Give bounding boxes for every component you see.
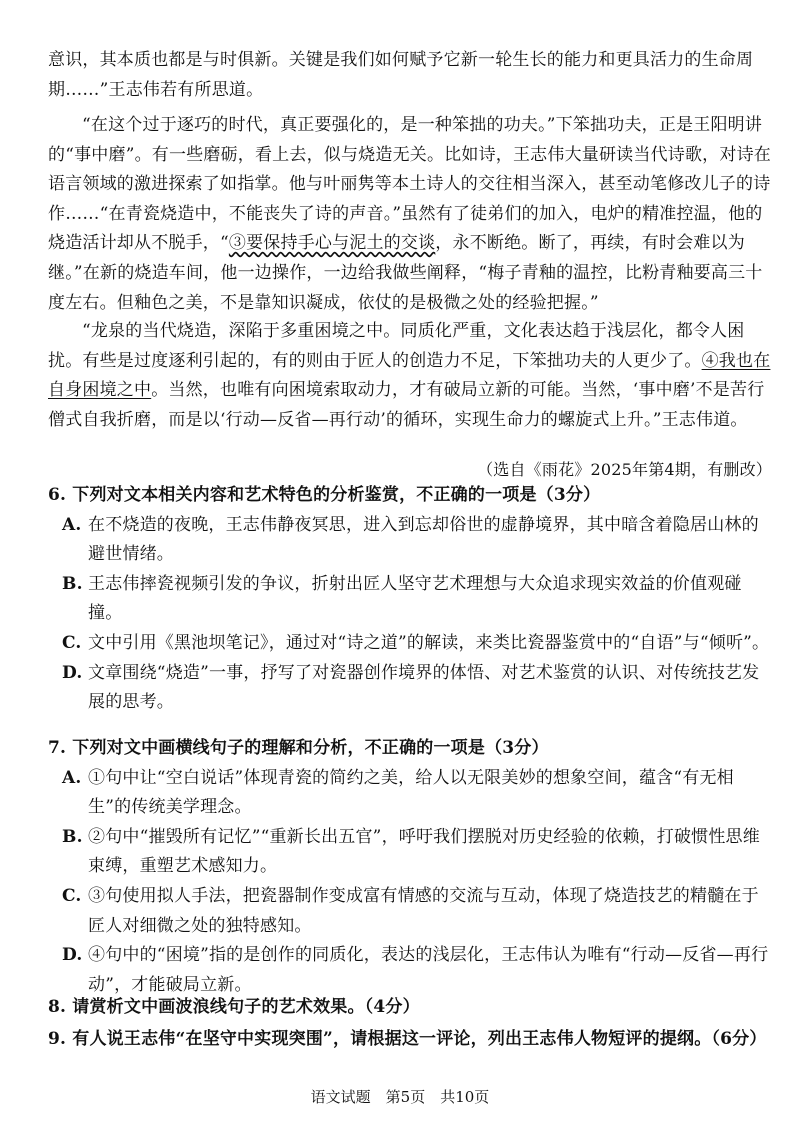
passage-paragraph-3: “龙泉的当代烧造，深陷于多重困境之中。同质化严重，文化表达趋于浅层化，都令人困扰。有些是过度逐利引起的，有的则由于匠人的创造力不足，下笨拙功夫的人更少了。④我也在自身困境之中。当然，也唯有向困境索取动力，才有破局立新的可能。当然，‘事中磨’不是苦行僧式自我折磨，而是以‘行动—反省—再行动’的循环，实现生命力的螺旋式上升。”王志伟道。 — [48, 321, 771, 430]
passage-source: （选自《雨花》2025年第4期，有删改） — [477, 460, 772, 479]
option-c: C. ③句使用拟人手法，把瓷器制作变成富有情感的交流与互动，体现了烧造技艺的精髓在于匠人对细微之处的独特感知。 — [62, 885, 759, 936]
underlined-sentence-4: ④我也在自身困境之中 — [48, 350, 771, 401]
question-8: 8. 请赏析文中画波浪线句子的艺术效果。（4分） — [48, 997, 420, 1017]
option-b: B. 王志伟摔瓷视频引发的争议，折射出匠人坚守艺术理想与大众追求现实效益的价值观碰撞。 — [62, 573, 742, 624]
option-b: B. ②句中“摧毁所有记忆”“重新长出五官”，呼吁我们摆脱对历史经验的依赖，打破惯性思维束缚，重塑艺术感知力。 — [62, 826, 760, 877]
question-7 — [48, 734, 772, 1000]
question-6 — [48, 481, 772, 718]
option-c: C. 文中引用《黑池坝笔记》，通过对“诗之道”的解读，来类比瓷器鉴赏中的“自语”与“倾听”。 — [62, 632, 770, 653]
question-9: 9. 有人说王志伟“在坚守中实现突围”，请根据这一评论，列出王志伟人物短评的提纲。（6分） — [48, 1029, 767, 1049]
page-footer: 语文试题 第5页 共10页 — [310, 1088, 490, 1106]
passage-paragraph-1: 意识，其本质也都是与时俱新。关键是我们如何赋予它新一轮生长的能力和更具活力的生命周期……”王志伟若有所思道。 — [48, 50, 754, 100]
question-stem: 6. 下列对文本相关内容和艺术特色的分析鉴赏，不正确的一项是（3分） — [48, 485, 601, 505]
wavy-underlined-sentence-3: ③要保持手心与泥土的交谈 — [228, 233, 436, 254]
question-stem: 7. 下列对文中画横线句子的理解和分析，不正确的一项是（3分） — [48, 738, 549, 758]
option-d: D. ④句中的“困境”指的是创作的同质化，表达的浅层化，王志伟认为唯有“行动—反省—再行动”，才能破局立新。 — [62, 945, 769, 995]
passage-paragraph-2: “在这个过于逐巧的时代，真正要强化的，是一种笨拙的功夫。”下笨拙功夫，正是王阳明讲的“事中磨”。有一些磨砺，看上去，似与烧造无关。比如诗，王志伟大量研读当代诗歌，对诗在语言领域的激进探索了如指掌。他与叶丽隽等本土诗人的交往相当深入，甚至动笔修改儿子的诗作……“在青瓷烧造中，不能丧失了诗的声音。”虽然有了徒弟们的加入，电炉的精准控温，他的烧造活计却从不脱手，“③要保持手心与泥土的交谈，永不断绝。断了，再续，有时会难以为继。”在新的烧造车间，他一边操作，一边给我做些阐释，“梅子青釉的温控，比粉青釉要高三十度左右。但釉色之美，不是靠知识凝成，依仗的是极微之处的经验把握。” — [48, 115, 771, 313]
option-d: D. 文章围绕“烧造”一事，抒写了对瓷器创作境界的体悟、对艺术鉴赏的认识、对传统技艺发展的思考。 — [62, 662, 760, 713]
option-a: A. ①句中让“空白说话”体现青瓷的简约之美，给人以无限美妙的想象空间，蕴含“有无相生”的传统美学理念。 — [62, 767, 734, 818]
option-a: A. 在不烧造的夜晚，王志伟静夜冥思，进入到忘却俗世的虚静境界，其中暗含着隐居山林的避世情绪。 — [62, 514, 759, 565]
